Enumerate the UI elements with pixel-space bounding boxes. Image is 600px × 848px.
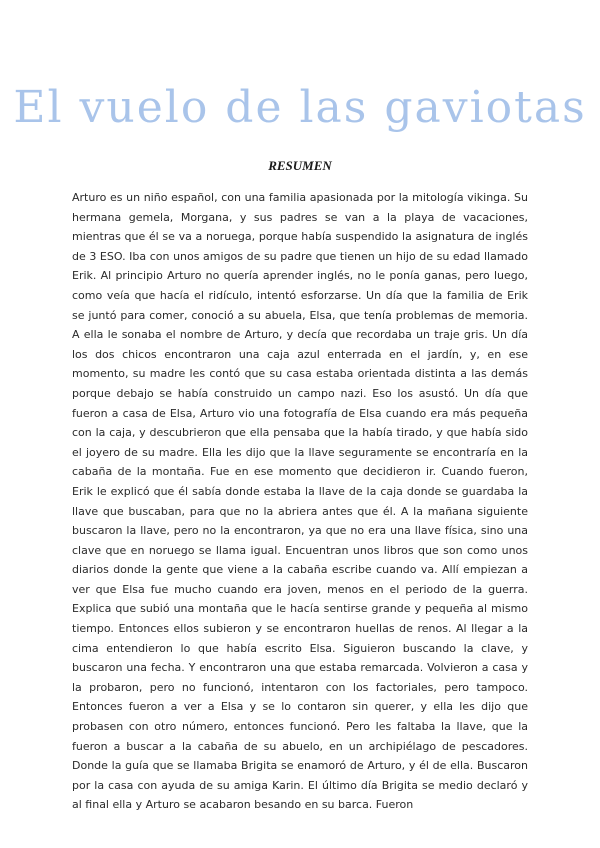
document-title: El vuelo de las gaviotas bbox=[13, 82, 587, 133]
section-heading: RESUMEN bbox=[268, 158, 332, 173]
summary-paragraph: Arturo es un niño español, con una familia apasionada por la mitología vikinga. Su hermana gemela, Morgana, y sus padres se van a la playa de vacaciones, mientras que él se va a noruega, porque había suspendido la asignatura de inglés de 3 ESO. Iba con unos amigos de su padre que tienen un hijo de su edad llamado Erik. Al principio Arturo no quería aprender inglés, no le ponía ganas, pero luego, como veía que hacía el ridículo, intentó esforzarse. Un día que la familia de Erik se juntó para comer, conoció a su abuela, Elsa, que tenía problemas de memoria. A ella le sonaba el nombre de Arturo, y decía que recordaba un traje gris. Un día los dos chicos encontraron una caja azul enterrada en el jardín, y, en ese momento, su madre les contó que su casa estaba orientada distinta a las demás porque debajo se había construido un campo nazi. Eso los asustó. Un día que fueron a casa de Elsa, Arturo vio una fotografía de Elsa cuando era más pequeña con la caja, y descubrieron que ella pensaba que la había tirado, y que había sido el joyero de su madre. Ella les dijo que la llave seguramente se encontraría en la cabaña de la montaña. Fue en ese momento que decidieron ir. Cuando fueron, Erik le explicó que él sabía donde estaba la llave de la caja donde se guardaba la llave que buscaban, para que no la abriera antes que él. A la mañana siguiente buscaron la llave, pero no la encontraron, ya que no era una llave física, sino una clave que en noruego se llama igual. Encuentran unos libros que son como unos diarios donde la gente que viene a la cabaña escribe cuando va. Allí empiezan a ver que Elsa fue mucho cuando era joven, menos en el periodo de la guerra. Explica que subió una montaña que le hacía sentirse grande y pequeña al mismo tiempo. Entonces ellos subieron y se encontraron huellas de renos. Al llegar a la cima entendieron lo que había escrito Elsa. Siguieron buscando la clave, y buscaron una fecha. Y encontraron una que estaba remarcada. Volvieron a casa y la probaron, pero no funcionó, intentaron con los factoriales, pero tampoco. Entonces fueron a ver a Elsa y se lo contaron sin querer, y ella les dijo que probasen con otro número, entonces funcionó. Pero les faltaba la llave, que la fueron a buscar a la cabaña de su abuelo, en un archipiélago de pescadores. Donde la guía que se llamaba Brigita se enamoró de Arturo, y él de ella. Buscaron por la casa con ayuda de su amiga Karin. El último día Brigita se medio declaró y al final ella y Arturo se acabaron besando en su barca. Fueron bbox=[72, 191, 528, 812]
